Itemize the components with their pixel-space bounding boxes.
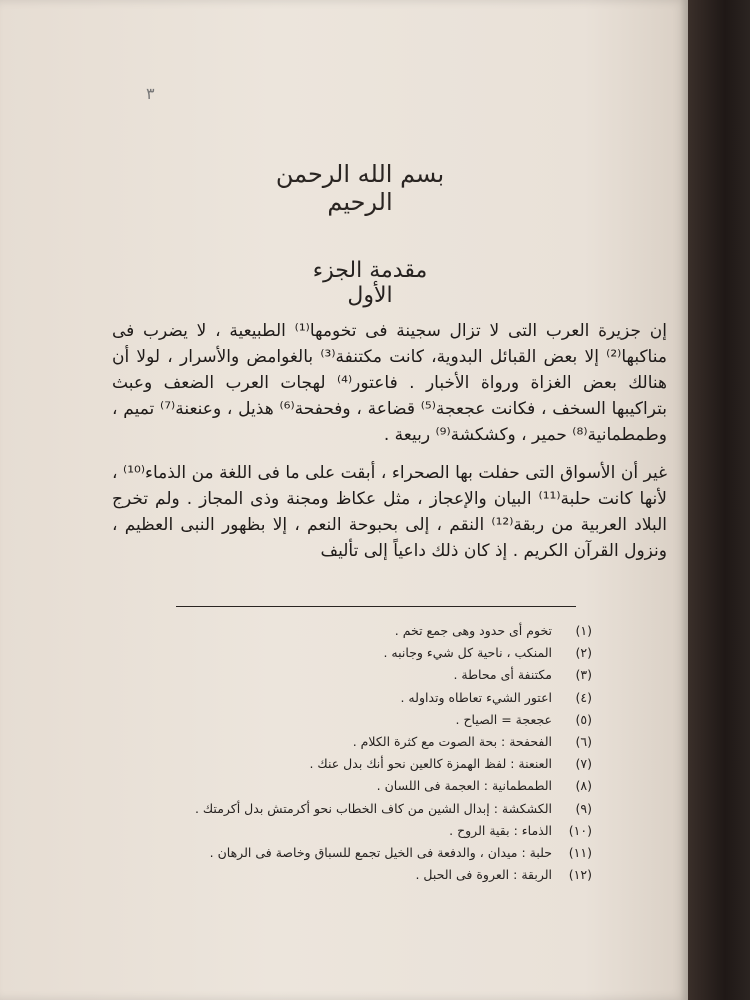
footnote-separator: [176, 606, 576, 607]
bleed-through-text: ⠀ ⠀ ⠀ ⠀ ⠀ ⠀: [648, 118, 660, 267]
footnote-item: (٢) المنكب ، ناحية كل شيء وجانبه .: [383, 645, 592, 661]
footnote-item: (٩) الكشكشة : إبدال الشين من كاف الخطاب نحو أكرمتش بدل أكرمتك .: [194, 800, 592, 816]
footnotes-list: [140, 620, 592, 886]
page-number: ٣: [146, 84, 155, 103]
paragraph-2: غير أن الأسواق التى حفلت بها الصحراء ، أبقت على ما فى اللغة من الذماء⁽¹⁰⁾ ، لأنها كانت حلبة⁽¹¹⁾ البيان والإعجاز ، مثل عكاظ ومجنة وذى المجاز . ولم تخرج البلاد العربية من ربقة⁽¹²⁾ النقم ، إلى بحبوحة النعم ، إلا بظهور النبى العظيم ، ونزول القرآن الكريم . إذ كان ذلك داعياً إلى تأليف: [112, 463, 667, 561]
footnote-item: (١٢) الربقة : العروة فى الحبل .: [415, 867, 592, 883]
main-text: [112, 318, 667, 564]
footnote-item: (٤) اعتور الشيء تعاطاه وتداوله .: [400, 689, 592, 705]
page-edge-shadow: [680, 0, 688, 1000]
footnote-item: (٧) العنعنة : لفظ الهمزة كالعين نحو أنك بدل عنك .: [309, 756, 592, 772]
book-cover-edge: [688, 0, 750, 1000]
footnote-item: (٦) الفحفحة : بحة الصوت مع كثرة الكلام .: [352, 734, 592, 750]
footnote-item: (١٠) الذماء : بقية الروح .: [449, 822, 592, 838]
footnote-item: (٨) الطمطمانية : العجمة فى اللسان .: [376, 778, 592, 794]
basmala-heading: بسم الله الرحمن الرحيم: [275, 160, 445, 216]
footnote-item: (١١) حلبة : ميدان ، والدفعة فى الخيل تجمع للسباق وخاصة فى الرهان .: [209, 845, 592, 861]
page-title: مقدمة الجزء الأول: [312, 258, 428, 308]
paragraph-1: إن جزيرة العرب التى لا تزال سجينة فى تخومها⁽¹⁾ الطبيعية ، لا يضرب فى مناكبها⁽²⁾ إلا بعض القبائل البدوية، كانت مكتنفة⁽³⁾ بالغوامض والأسرار ، لولا أن هنالك بعض الغزاة ورواة الأخبار . فاعتور⁽⁴⁾ لهجات العرب الضعف وعبث بتراكيبها السخف ، فكانت عجعجة⁽⁵⁾ قضاعة ، وفحفحة⁽⁶⁾ هذيل ، وعنعنة⁽⁷⁾ تميم ، وطمطمانية⁽⁸⁾ حمير ، وكشكشة⁽⁹⁾ ربيعة .: [112, 321, 667, 445]
footnote-item: (٣) مكتنفة أى محاطة .: [453, 667, 592, 683]
footnote-item: (١) تخوم أى حدود وهى جمع تخم .: [394, 623, 592, 638]
footnote-item: (٥) عجعجة = الصياح .: [455, 711, 592, 727]
